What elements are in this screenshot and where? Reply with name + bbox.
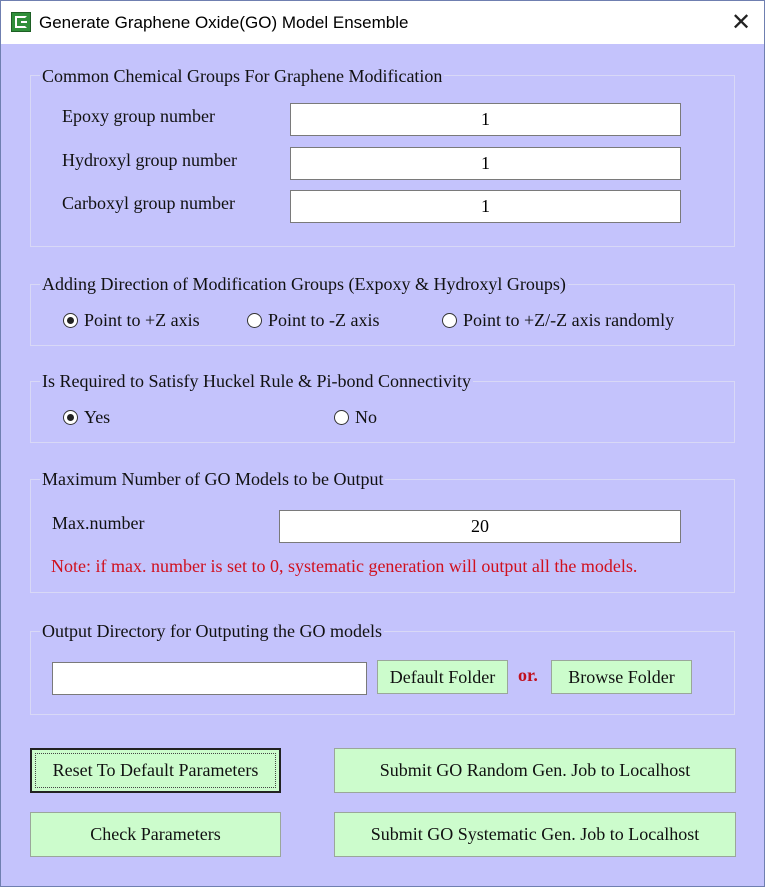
or-label: or. <box>518 665 538 685</box>
radio-huckel-no[interactable] <box>334 407 377 428</box>
hydroxyl-label: Hydroxyl group number <box>62 150 237 170</box>
radio-huckel-no-indicator[interactable] <box>334 410 349 425</box>
max-models-legend: Maximum Number of GO Models to be Output <box>42 469 384 489</box>
radio-minus-z-indicator[interactable] <box>247 313 262 328</box>
radio-plus-z-label: Point to +Z axis <box>84 310 200 330</box>
direction-legend: Adding Direction of Modification Groups (Expoxy & Hydroxyl Groups) <box>42 274 566 294</box>
submit-random-button[interactable]: Submit GO Random Gen. Job to Localhost <box>334 748 736 793</box>
epoxy-label: Epoxy group number <box>62 106 215 126</box>
radio-random-z-indicator[interactable] <box>442 313 457 328</box>
close-icon[interactable]: ✕ <box>730 9 752 36</box>
radio-plus-z[interactable] <box>63 310 200 331</box>
submit-systematic-button[interactable]: Submit GO Systematic Gen. Job to Localhost <box>334 812 736 857</box>
radio-huckel-yes[interactable] <box>63 407 110 428</box>
title-bar <box>1 1 764 44</box>
reset-defaults-button[interactable]: Reset To Default Parameters <box>30 748 281 793</box>
browse-folder-button[interactable]: Browse Folder <box>551 660 692 694</box>
hydroxyl-input[interactable] <box>290 147 681 180</box>
output-dir-legend: Output Directory for Outputing the GO models <box>42 621 382 641</box>
radio-huckel-no-label: No <box>355 407 377 427</box>
carboxyl-label: Carboxyl group number <box>62 193 235 213</box>
radio-huckel-yes-indicator[interactable] <box>63 410 78 425</box>
huckel-legend: Is Required to Satisfy Huckel Rule & Pi-bond Connectivity <box>42 371 471 391</box>
chemical-groups-legend: Common Chemical Groups For Graphene Modification <box>42 66 443 86</box>
epoxy-input[interactable] <box>290 103 681 136</box>
radio-huckel-yes-label: Yes <box>84 407 111 427</box>
radio-minus-z-label: Point to -Z axis <box>268 310 380 330</box>
radio-random-z-label: Point to +Z/-Z axis randomly <box>463 310 675 330</box>
max-number-note: Note: if max. number is set to 0, systematic generation will output all the models. <box>51 556 638 576</box>
max-number-label: Max.number <box>52 513 145 533</box>
window-title: Generate Graphene Oxide(GO) Model Ensemble <box>39 13 409 32</box>
check-parameters-button[interactable]: Check Parameters <box>30 812 281 857</box>
app-icon <box>11 12 31 32</box>
output-dir-input[interactable] <box>52 662 367 695</box>
radio-plus-z-indicator[interactable] <box>63 313 78 328</box>
carboxyl-input[interactable] <box>290 190 681 223</box>
radio-minus-z[interactable] <box>247 310 380 331</box>
radio-random-z[interactable] <box>442 310 674 331</box>
max-number-input[interactable] <box>279 510 681 543</box>
default-folder-button[interactable]: Default Folder <box>377 660 508 694</box>
